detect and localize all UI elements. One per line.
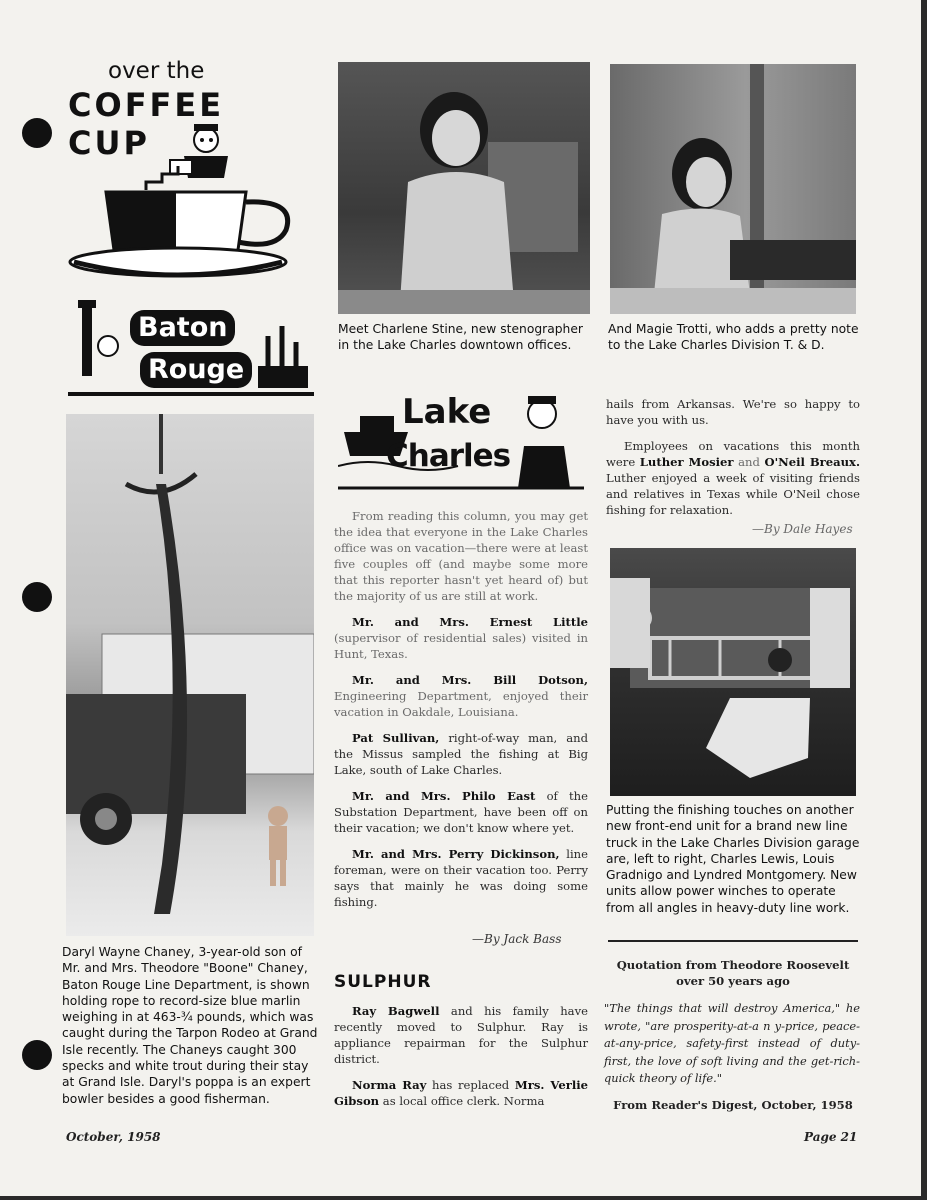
caption-charlene-stine: Meet Charlene Stine, new stenographer in the Lake Charles downtown offices. bbox=[338, 322, 583, 353]
baton-rouge-logo bbox=[68, 296, 314, 400]
item-philo-east: Mr. and Mrs. Philo East of the Substation Department, have been off on their vacation; we don't know where yet. bbox=[334, 789, 588, 835]
baton-word: Baton bbox=[130, 310, 235, 346]
caption-line-truck: Putting the finishing touches on another new front-end unit for a brand new line truck in the Lake Charles Division garage are, left to right, Charles Lewis, Louis Gradnigo and Lyndred Montgomery. New units allow power winches to operate from all angles in heavy-duty line work. bbox=[606, 803, 860, 915]
sulphur-column bbox=[334, 1003, 588, 1119]
lake-charles-logo bbox=[338, 386, 584, 492]
line-truck-photo bbox=[610, 548, 856, 796]
binder-hole-top bbox=[22, 118, 52, 148]
binder-hole-bottom bbox=[22, 1040, 52, 1070]
lake-charles-column bbox=[334, 508, 588, 920]
sulphur-continuation: hails from Arkansas. We're so happy to have you with us. bbox=[606, 397, 860, 427]
header-cup: CUP bbox=[68, 124, 150, 162]
item-perry-dickinson: Mr. and Mrs. Perry Dickinson, line foreman, were on their vacation too. Perry says that mainly he was doing some fishing. bbox=[334, 847, 588, 909]
quote-source: From Reader's Digest, October, 1958 bbox=[613, 1098, 853, 1112]
lake-word: Lake bbox=[402, 392, 492, 432]
item-vacations: Employees on vacations this month were Luther Mosier and O'Neil Breaux. Luther enjoyed a week of visiting friends and relatives in Texas while O'Neil chose fishing for relaxation. bbox=[606, 439, 861, 517]
sulphur-heading: SULPHUR bbox=[334, 972, 432, 992]
charles-word: Charles bbox=[386, 438, 511, 474]
caption-magie-trotti: And Magie Trotti, who adds a pretty note to the Lake Charles Division T. & D. bbox=[608, 322, 859, 353]
item-norma-ray: Norma Ray has replaced Mrs. Verlie Gibson as local office clerk. Norma bbox=[334, 1078, 588, 1108]
rouge-word: Rouge bbox=[140, 352, 252, 388]
roosevelt-quote: "The things that will destroy America," he wrote, "are prosperity-at-a n y-price, peace-at-any-price, safety-first instead of duty-first, the love of soft living and the get-rich-quick theory of life." bbox=[604, 1001, 860, 1085]
header-over-the: over the bbox=[108, 58, 205, 84]
lake-charles-intro: From reading this column, you may get the idea that everyone in the Lake Charles office was on vacation—there were at least five couples off (and maybe some more that this reporter hasn't yet heard of) but the majority of us are still at work. bbox=[334, 509, 588, 603]
marlin-photo bbox=[66, 414, 314, 936]
item-ernest-little: Mr. and Mrs. Ernest Little (supervisor of residential sales) visited in Hunt, Texas. bbox=[334, 615, 588, 661]
magie-trotti-photo bbox=[610, 64, 856, 314]
byline-jack-bass: —By Jack Bass bbox=[472, 932, 562, 946]
footer-date: October, 1958 bbox=[66, 1130, 161, 1144]
coffee-cup-illustration bbox=[66, 120, 296, 290]
right-column-text bbox=[606, 396, 860, 528]
item-ray-bagwell: Ray Bagwell and his family have recently moved to Sulphur. Ray is appliance repairman for the Sulphur district. bbox=[334, 1004, 588, 1066]
caption-daryl-chaney: Daryl Wayne Chaney, 3-year-old son of Mr. and Mrs. Theodore "Boone" Chaney, Baton Rouge Line Department, is shown holding rope to record-size blue marlin weighing in at 463-¾ pounds, which was caught during the Tarpon Rodeo at Grand Isle recently. The Chaneys caught 300 specks and white trout during their stay at Grand Isle. Daryl's poppa is an expert bowler besides a good fisherman. bbox=[62, 945, 318, 1106]
item-bill-dotson: Mr. and Mrs. Bill Dotson, Engineering Department, enjoyed their vacation in Oakdale, Louisiana. bbox=[334, 673, 588, 719]
byline-dale-hayes: —By Dale Hayes bbox=[752, 522, 853, 536]
quote-title-line2: over 50 years ago bbox=[676, 974, 790, 988]
header-coffee: COFFEE bbox=[68, 86, 225, 124]
quote-divider bbox=[608, 940, 858, 942]
footer-page-number: Page 21 bbox=[804, 1130, 858, 1144]
charlene-stine-photo bbox=[338, 62, 590, 314]
item-pat-sullivan: Pat Sullivan, right-of-way man, and the Missus sampled the fishing at Big Lake, south of Lake Charles. bbox=[334, 731, 589, 777]
quote-title-line1: Quotation from Theodore Roosevelt bbox=[616, 958, 850, 972]
binder-hole-middle bbox=[22, 582, 52, 612]
